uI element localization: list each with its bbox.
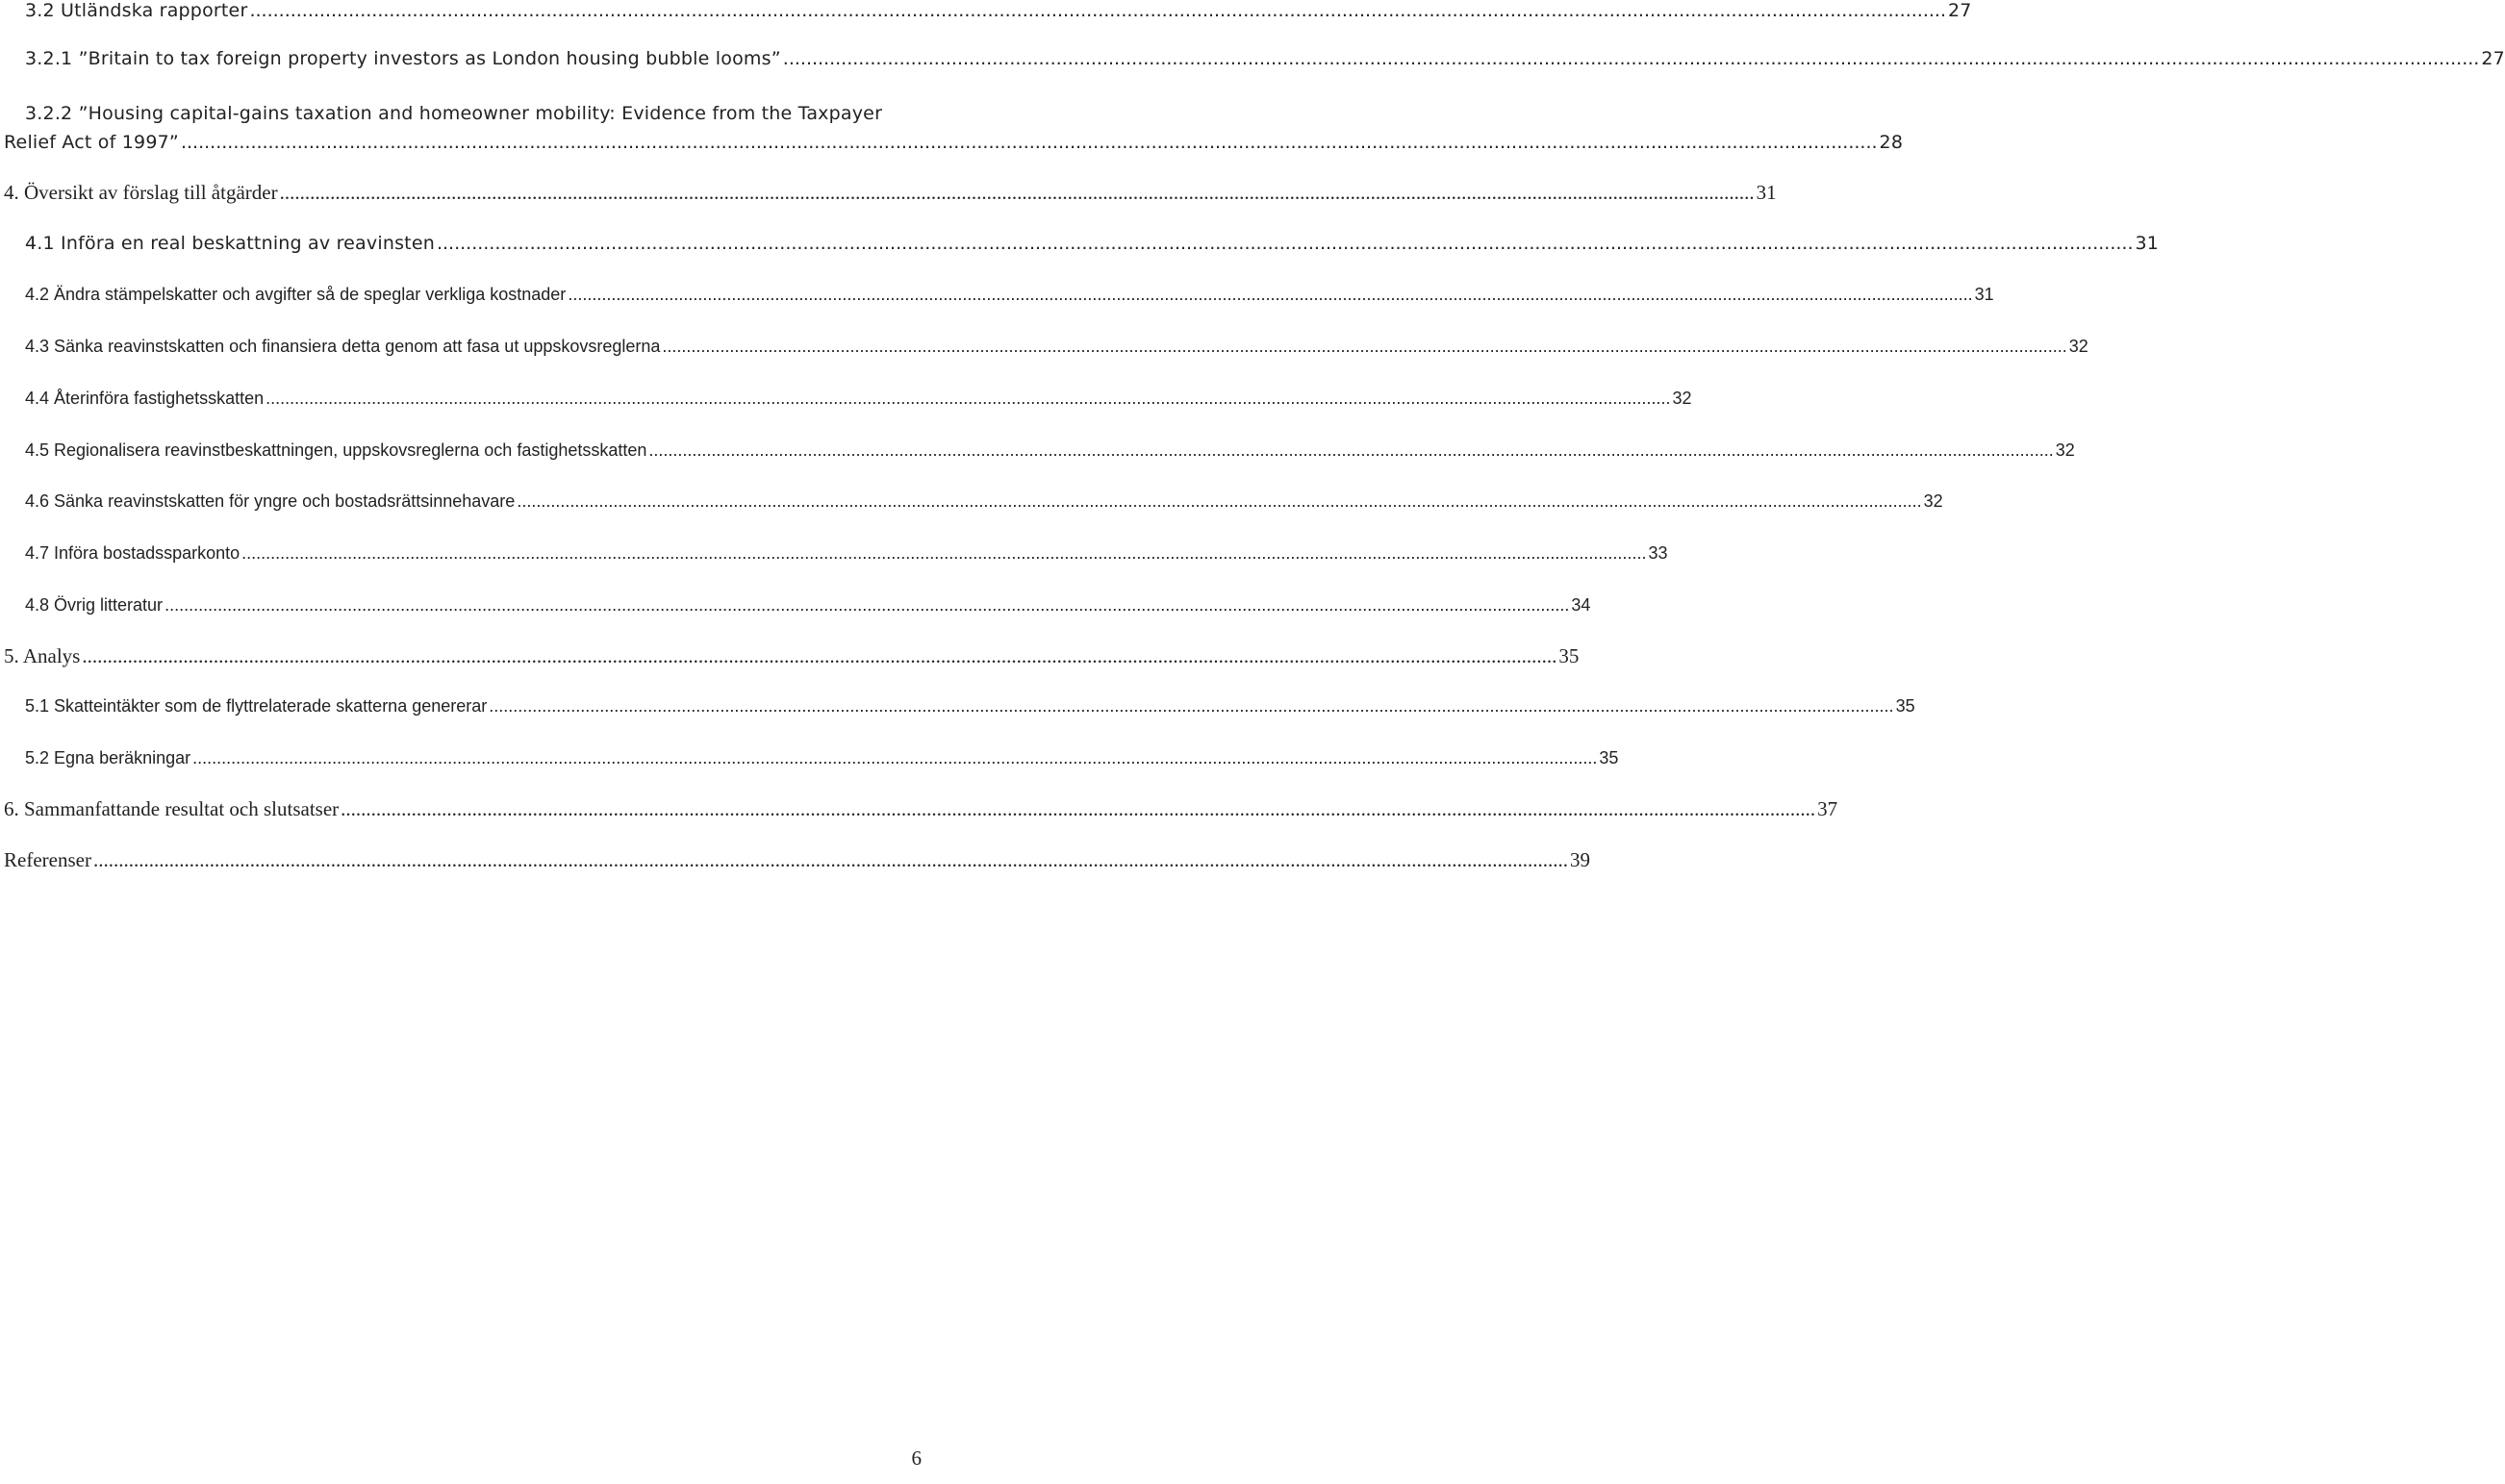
toc-entry-title: Referenser [4,848,91,871]
toc-dot-leader [517,491,1921,512]
toc-entry-title: 4.8 Övrig litteratur [25,595,164,615]
page-number: 6 [911,1446,922,1470]
toc-entry-title: 5.1 Skatteintäkter som de flyttrelaterade skatterna genererar [25,696,488,716]
toc-entry-title: 4.1 Införa en real beskattning av reavinsten [25,233,435,254]
toc-entry-page: 27 [2481,48,2505,69]
toc-entry-page: 27 [1948,0,1972,21]
toc-entry-3-2[interactable] [25,0,1972,29]
toc-entry-title: 4.4 Återinföra fastighetsskatten [25,389,265,408]
toc-entry-page: 35 [1599,748,1619,767]
toc-entry-4-8[interactable] [25,595,1591,624]
toc-dot-leader [648,440,2053,461]
toc-entry-page: 31 [2135,233,2160,254]
toc-dot-leader [341,797,1815,821]
toc-dot-leader [241,543,1646,564]
toc-entry-4-5[interactable] [25,440,2075,469]
toc-entry-page: 32 [2068,337,2088,356]
toc-dot-leader [489,696,1893,717]
toc-dot-leader [192,748,1597,768]
toc-entry-page: 34 [1571,595,1591,615]
toc-entry-3-2-1[interactable] [25,48,2505,77]
toc-entry-title: 4.6 Sänka reavinstskatten för yngre och bostadsrättsinnehavare [25,491,516,511]
toc-entry-page: 33 [1648,543,1668,563]
toc-entry-title: 6. Sammanfattande resultat och slutsatser [4,797,340,820]
toc-entry-5[interactable] [4,644,1580,673]
toc-entry-3-2-2[interactable] [4,99,1904,157]
toc-entry-title: 5.2 Egna beräkningar [25,748,191,767]
toc-entry-referenser[interactable] [4,848,1590,877]
toc-entry-title: 5. Analys [4,644,81,667]
toc-entry-page: 37 [1817,797,1838,820]
toc-entry-4-4[interactable] [25,389,1692,417]
toc-dot-leader [662,337,2066,357]
toc-entry-title: 3.2 Utländska rapporter [25,0,248,21]
toc-entry-4[interactable] [4,181,1777,210]
toc-dot-leader [249,0,1946,21]
toc-entry-page: 31 [1756,181,1777,204]
toc-entry-title-line1: 3.2.2 ”Housing capital-gains taxation and homeowner mobility: Evidence from the Taxpayer [25,103,883,124]
toc-dot-leader [437,233,2134,254]
toc-entry-6[interactable] [4,797,1838,826]
toc-entry-4-7[interactable] [25,543,1668,572]
toc-dot-leader [164,595,1569,616]
toc-dot-leader [280,181,1755,205]
toc-entry-5-1[interactable] [25,696,1915,725]
toc-dot-leader [783,48,2480,69]
toc-entry-title: 4. Översikt av förslag till åtgärder [4,181,278,204]
toc-entry-title: 4.2 Ändra stämpelskatter och avgifter så de speglar verkliga kostnader [25,285,567,304]
toc-entry-page: 35 [1895,696,1915,716]
toc-entry-title: 4.3 Sänka reavinstskatten och finansiera detta genom att fasa ut uppskovsreglerna [25,337,661,356]
toc-entry-5-2[interactable] [25,748,1619,777]
toc-dot-leader [93,848,1568,872]
toc-entry-title: 4.7 Införa bostadssparkonto [25,543,240,563]
toc-entry-page: 39 [1569,848,1590,871]
toc-entry-page: 31 [1974,285,1994,304]
toc-entry-4-6[interactable] [25,491,1943,520]
toc-entry-page: 35 [1558,644,1580,667]
toc-dot-leader [568,285,1972,305]
toc-entry-page: 32 [2055,440,2075,460]
toc-entry-page: 32 [1923,491,1943,511]
toc-dot-leader [181,128,1878,157]
toc-entry-title: 3.2.1 ”Britain to tax foreign property investors as London housing bubble looms” [25,48,781,69]
toc-entry-4-1[interactable] [25,233,2160,262]
toc-entry-title-line2: Relief Act of 1997” [4,132,179,153]
toc-entry-4-2[interactable] [25,285,1994,314]
toc-dot-leader [82,644,1556,668]
toc-dot-leader [266,389,1670,409]
toc-entry-page: 32 [1672,389,1692,408]
toc-entry-page: 28 [1879,132,1904,153]
toc-entry-4-3[interactable] [25,337,2088,365]
toc-entry-title: 4.5 Regionalisera reavinstbeskattningen, uppskovsreglerna och fastighetsskatten [25,440,647,460]
